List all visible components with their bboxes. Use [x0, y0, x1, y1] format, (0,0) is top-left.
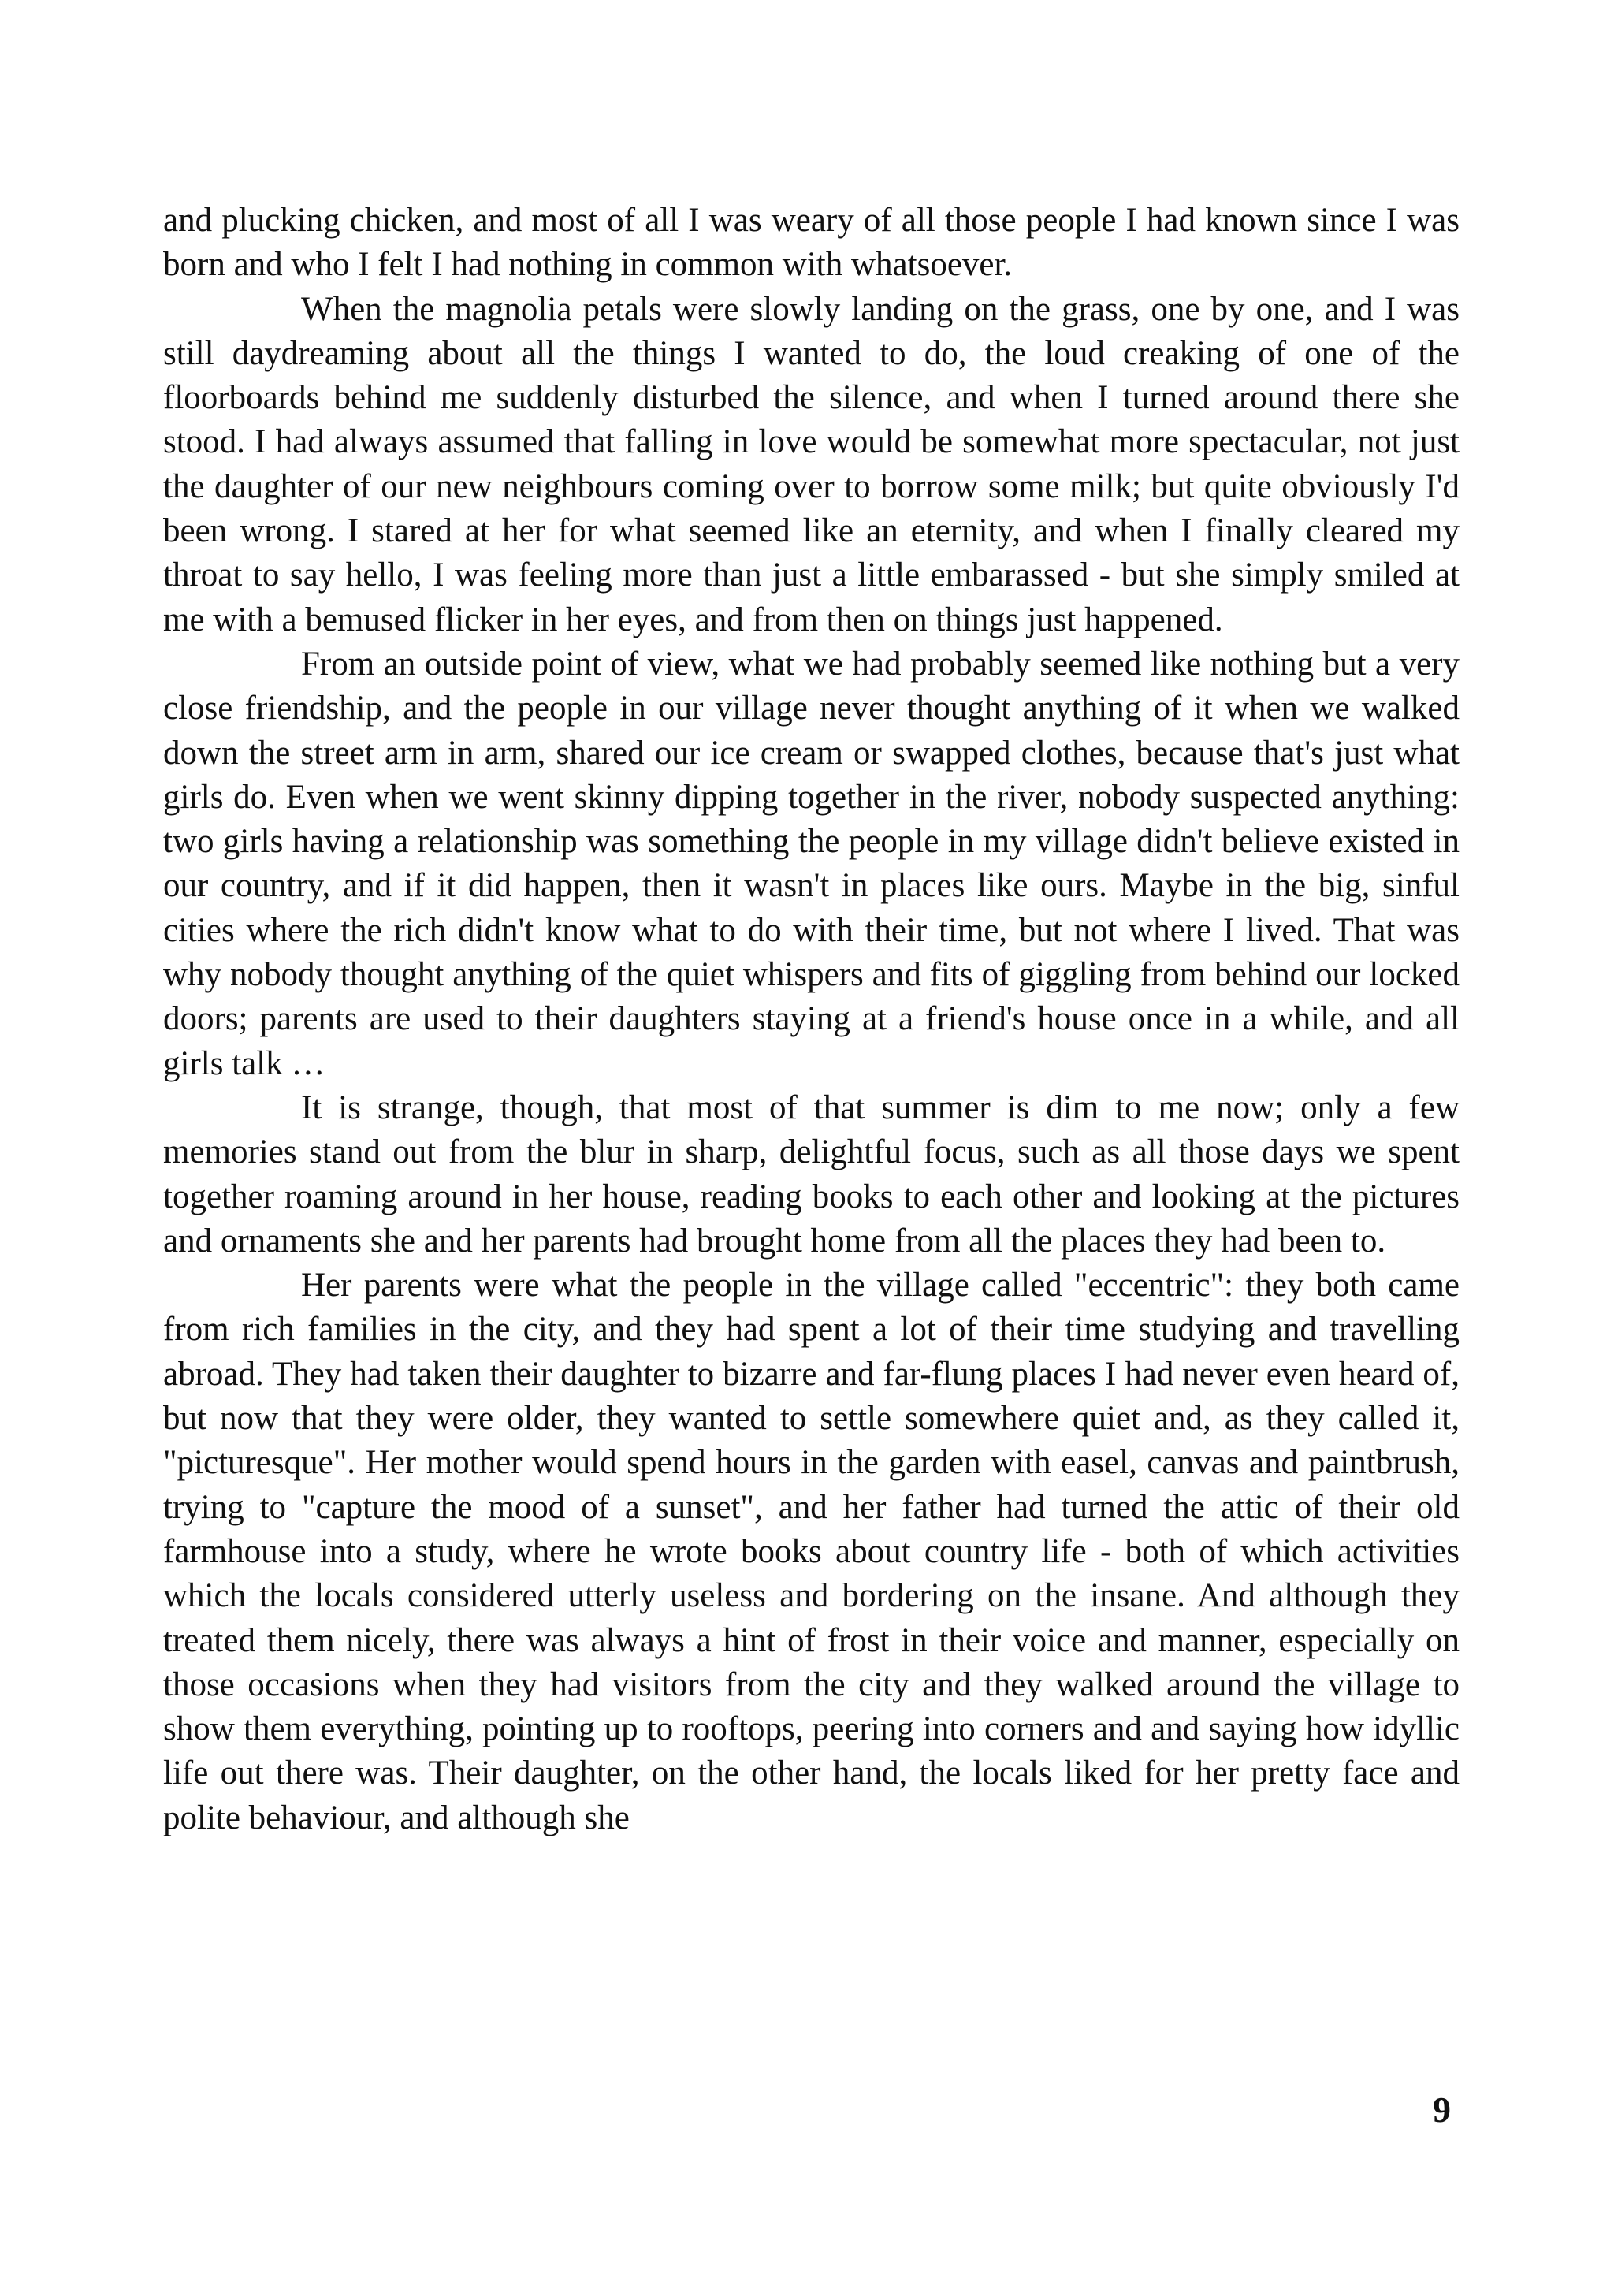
paragraph-1: and plucking chicken, and most of all I was weary of all those people I had known since I was born and who I felt I had nothing in common with whatsoever. — [163, 202, 1460, 284]
paragraph-3: From an outside point of view, what we had probably seemed like nothing but a very close friendship, and the people in our village never thought anything of it when we walked down the street arm in arm, shared our ice cream or swapped clothes, because that's just what girls do. Even when we went skinny dipping together in the river, nobody suspected anything: two girls having a relationship was something the people in my village didn't believe existed in our country, and if it did happen, then it wasn't in places like ours. Maybe in the big, sinful cities where the rich didn't know what to do with their time, but not where I lived. That was why nobody thought anything of the quiet whispers and fits of giggling from behind our locked doors; parents are used to their daughters staying at a friend's house once in a while, and all girls talk … — [163, 645, 1460, 1082]
page-number: 9 — [1433, 2089, 1451, 2130]
paragraph-4: It is strange, though, that most of that summer is dim to me now; only a few memories stand out from the blur in sharp, delightful focus, such as all those days we spent together roaming around in her house, reading books to each other and looking at the pictures and ornaments she and her parents had brought home from all the places they had been to. — [163, 1088, 1460, 1260]
body-text — [163, 199, 1460, 1840]
paragraph-5: Her parents were what the people in the village called "eccentric": they both came from rich families in the city, and they had spent a lot of their time studying and travelling abroad. They had taken their daughter to bizarre and far-flung places I had never even heard of, but now that they were older, they wanted to settle somewhere quiet and, as they called it, "picturesque". Her mother would spend hours in the garden with easel, canvas and paintbrush, trying to "capture the mood of a sunset", and her father had turned the attic of their old farmhouse into a study, where he wrote books about country life - both of which activities which the locals considered utterly useless and bordering on the insane. And although they treated them nicely, there was always a hint of frost in their voice and manner, especially on those occasions when they had visitors from the city and they walked around the village to show them everything, pointing up to rooftops, peering into corners and and saying how idyllic life out there was. Their daughter, on the other hand, the locals liked for her pretty face and polite behaviour, and although she — [163, 1267, 1460, 1836]
paragraph-2: When the magnolia petals were slowly landing on the grass, one by one, and I was still daydreaming about all the things I wanted to do, the loud creaking of one of the floorboards behind me suddenly disturbed the silence, and when I turned around there she stood. I had always assumed that falling in love would be somewhat more spectacular, not just the daughter of our new neighbours coming over to borrow some milk; but quite obviously I'd been wrong. I stared at her for what seemed like an eternity, and when I finally cleared my throat to say hello, I was feeling more than just a little embarassed - but she simply smiled at me with a bemused flicker in her eyes, and from then on things just happened. — [163, 290, 1460, 638]
